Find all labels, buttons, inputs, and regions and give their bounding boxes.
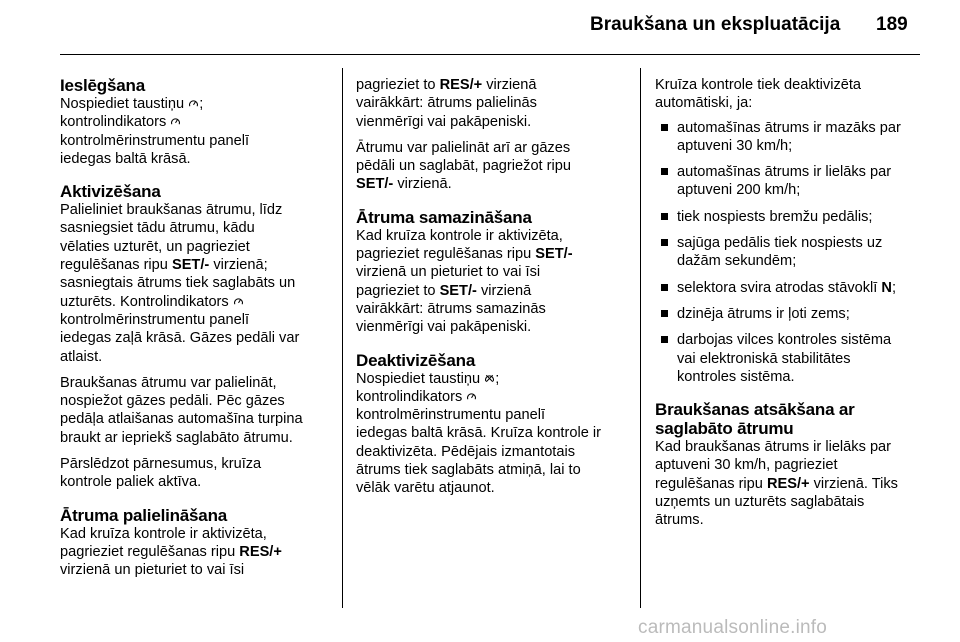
text: Braukšanas ātrumu var palielināt, [60,374,277,391]
text: virzienā un pieturiet to vai īsi [60,562,245,579]
text: tiek nospiests bremžu pedālis; [677,208,873,225]
bullet-square-icon [661,284,668,291]
paragraph [356,227,628,337]
text: vienmērīgi vai pakāpeniski. [356,319,532,336]
text: pagrieziet to [356,77,436,93]
text: virzienā; [213,257,268,274]
paragraph [655,438,927,529]
cruise-control-icon [466,391,477,402]
text: kontrolmērinstrumentu panelī [60,132,249,149]
text: kontrolindikators [60,114,167,131]
text: pedāļa atlaišanas automašīna turpina [60,411,303,428]
text: darbojas vilces kontroles sistēma [677,332,892,349]
text: Nospiediet taustiņu [60,96,185,112]
page-number: 189 [876,14,908,35]
bullet-square-icon [661,124,668,131]
text: Kad braukšanas ātrums ir lielāks par [655,439,892,456]
bullet-square-icon [661,310,668,317]
text: virzienā. Tiks [813,475,898,492]
text: kontrolmērinstrumentu panelī [356,407,545,424]
section-heading-aktivizesana: Aktivizēšana [60,182,161,202]
text: virzienā [480,282,532,299]
column-1 [60,76,332,580]
column-divider-2 [640,68,641,608]
paragraph [356,76,628,131]
text: uzņemts un uzturēts saglabātais [655,494,865,511]
control-label: SET/- [356,176,394,193]
text: vairākkārt: ātrums palielinās [356,95,537,112]
text: atlaist. [60,348,103,365]
text: regulēšanas ripu [655,475,763,492]
text: uzturēts. Kontrolindikators [60,293,229,310]
list-item [655,163,927,200]
column-2 [356,76,628,498]
header-rule [60,54,920,55]
bullet-square-icon [661,168,668,175]
control-label: SET/- [171,257,210,274]
section-heading-atruma-samazinasana: Ātruma samazināšana [356,207,532,227]
text: vai elektroniskā stabilitātes [677,350,851,367]
text: kontrole paliek aktīva. [60,474,202,491]
paragraph [60,95,332,168]
text: pēdāli un saglabāt, pagriežot ripu [356,158,572,175]
text: automašīnas ātrums ir lielāks par [677,164,892,181]
text: iedegas baltā krāsā. Kruīza kontrole ir [356,425,601,442]
text: iedegas baltā krāsā. [60,150,191,167]
paragraph [60,525,332,580]
text: Nospiediet taustiņu [356,370,481,387]
text: Braukšanas atsākšana ar [655,400,855,420]
text: saglabāto ātrumu [655,419,794,439]
text: Kad kruīza kontrole ir aktivizēta, [356,227,563,244]
text: iedegas zaļā krāsā. Gāzes pedāli var [60,330,300,347]
text: vienmērīgi vai pakāpeniski. [356,113,532,130]
text: ; [891,279,897,296]
list-item [655,234,927,271]
text: aptuveni 200 km/h; [677,182,801,199]
bullet-square-icon [661,213,668,220]
control-label: RES/+ [239,543,282,560]
paragraph [655,76,927,113]
text: nospiežot gāzes pedāli. Pēc gāzes [60,393,285,410]
list-item [655,119,927,156]
cruise-control-icon [233,296,244,307]
section-heading-brauksanas-atsaksana [655,400,927,438]
section-heading-atruma-palielinasana: Ātruma palielināšana [60,505,228,525]
text: Palieliniet braukšanas ātrumu, līdz [60,202,283,219]
text: Ātrumu var palielināt arī ar gāzes [356,139,571,156]
column-divider-1 [342,68,343,608]
text: dzinēja ātrums ir ļoti zems; [677,305,850,322]
column-3 [655,76,927,530]
list-item [655,331,927,386]
text: automātiski, ja: [655,95,753,112]
text: vēlāk varētu atjaunot. [356,480,495,497]
text: ātrums tiek saglabāts atmiņā, lai to [356,462,581,479]
text: pagrieziet regulēšanas ripu [60,543,236,560]
text: vēlaties uzturēt, un pagrieziet [60,238,250,255]
control-label: N [881,279,892,296]
text: automašīnas ātrums ir mazāks par [677,119,901,136]
list-item [655,279,927,297]
text: kontrolmērinstrumentu panelī [60,311,249,328]
text: sajūga pedālis tiek nospiests uz [677,235,883,252]
watermark: carmanualsonline.info [638,617,828,638]
list-item [655,208,927,226]
text: selektora svira atrodas stāvoklī [677,279,878,296]
section-heading-deaktivizesana: Deaktivizēšana [356,350,476,370]
paragraph [60,455,332,492]
section-heading-ieslegsana: Ieslēgšana [60,76,145,95]
control-label: RES/+ [766,475,810,492]
text: ; [199,96,204,112]
bullet-square-icon [661,239,668,246]
control-label: SET/- [439,282,477,299]
paragraph [60,374,332,447]
cruise-cancel-icon [484,373,495,384]
text: sasniegtais ātrums tiek saglabāts un [60,275,296,292]
text: kontrolindikators [356,388,463,405]
text: deaktivizēta. Pēdējais izmantotais [356,443,576,460]
paragraph [356,370,628,498]
page-header-title: Braukšana un ekspluatācija [590,14,841,35]
control-label: RES/+ [439,77,483,93]
text: aptuveni 30 km/h; [677,137,793,154]
text: Kruīza kontrole tiek deaktivizēta [655,77,862,93]
text: pagrieziet to [356,282,436,299]
text: Pārslēdzot pārnesumus, kruīza [60,456,262,473]
text: aptuveni 30 km/h, pagrieziet [655,457,838,474]
text: dažām sekundēm; [677,253,797,270]
text: regulēšanas ripu [60,257,168,274]
text: vairākkārt: ātrums samazinās [356,300,546,317]
cruise-control-icon [170,116,181,127]
text: pagrieziet regulēšanas ripu [356,246,532,263]
bullet-square-icon [661,336,668,343]
text: sasniegsiet tādu ātrumu, kādu [60,220,255,237]
cruise-control-icon [188,98,199,109]
list-item [655,305,927,323]
text: virzienā [486,77,537,93]
text: ātrums. [655,512,704,529]
text: ; [495,370,500,387]
text: kontroles sistēma. [677,368,795,385]
paragraph [60,201,332,366]
text: virzienā un pieturiet to vai īsi [356,264,541,281]
text: Kad kruīza kontrole ir aktivizēta, [60,525,267,542]
text: braukt ar iepriekš saglabāto ātrumu. [60,429,293,446]
text: virzienā. [397,176,452,193]
paragraph [356,139,628,194]
deactivation-conditions-list [655,119,927,387]
control-label: SET/- [535,246,573,263]
